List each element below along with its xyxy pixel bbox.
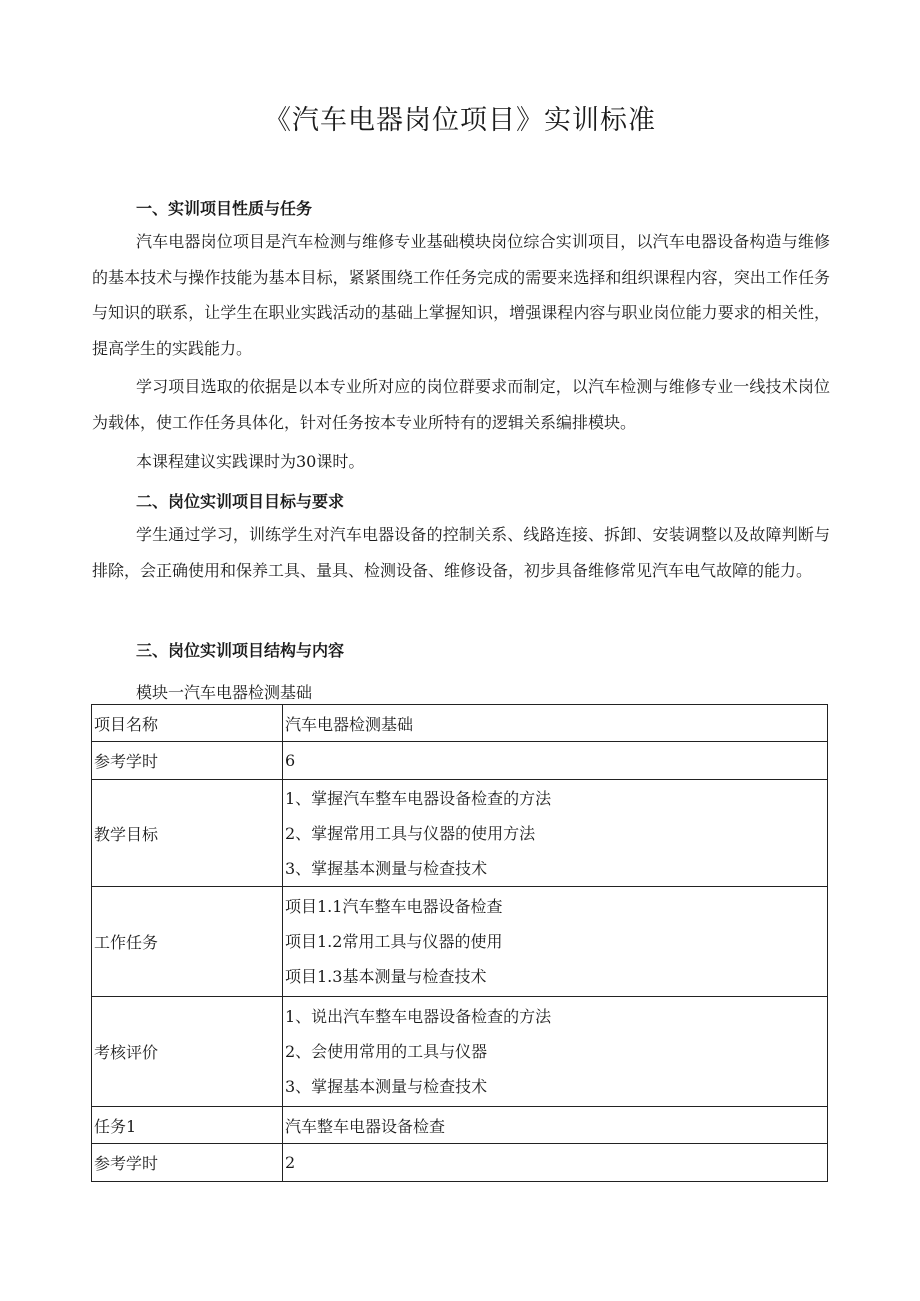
section1-paragraph-2: 学习项目选取的依据是以本专业所对应的岗位群要求而制定，以汽车检测与维修专业一线技术岗位为载体，使工作任务具体化，针对任务按本专业所特有的逻辑关系编排模块。 (92, 377, 830, 432)
module-table (91, 704, 828, 1182)
section1-paragraph-1: 汽车电器岗位项目是汽车检测与维修专业基础模块岗位综合实训项目，以汽车电器设备构造与维修的基本技术与操作技能为基本目标，紧紧围绕工作任务完成的需要来选择和组织课程内容，突出工作任务与知识的联系，让学生在职业实践活动的基础上掌握知识，增强课程内容与职业岗位能力要求的相关性，提高学生的实践能力。 (92, 232, 830, 358)
list-item: 项目1.1汽车整车电器设备检查 (285, 897, 503, 916)
row-value: 汽车电器检测基础 (283, 705, 828, 742)
section1-paragraph-3: 本课程建议实践课时为30课时。 (136, 452, 365, 471)
table-row (92, 887, 828, 997)
list-item: 1、掌握汽车整车电器设备检查的方法 (285, 788, 552, 808)
list-item: 2、掌握常用工具与仪器的使用方法 (285, 823, 536, 843)
row-list (283, 780, 828, 887)
list-item: 3、掌握基本测量与检查技术 (285, 858, 488, 878)
section3-heading: 三、岗位实训项目结构与内容 (136, 641, 345, 660)
table-row (92, 742, 828, 780)
row-label: 参考学时 (92, 1144, 283, 1182)
row-label: 参考学时 (92, 742, 283, 780)
list-item: 项目1.3基本测量与检查技术 (285, 967, 487, 986)
row-label: 教学目标 (92, 780, 283, 887)
table-row (92, 705, 828, 742)
row-value: 2 (283, 1144, 828, 1182)
row-label: 任务1 (92, 1107, 283, 1144)
row-value: 6 (283, 742, 828, 780)
section1-heading: 一、实训项目性质与任务 (136, 199, 313, 218)
row-label: 考核评价 (92, 997, 283, 1107)
section2-heading: 二、岗位实训项目目标与要求 (136, 492, 345, 511)
list-item: 1、说出汽车整车电器设备检查的方法 (285, 1007, 552, 1026)
row-label: 工作任务 (92, 887, 283, 997)
table-row (92, 997, 828, 1107)
list-item: 项目1.2常用工具与仪器的使用 (285, 932, 503, 951)
table-row (92, 1107, 828, 1144)
row-value: 汽车整车电器设备检查 (283, 1107, 828, 1144)
table-row (92, 1144, 828, 1182)
table-caption: 模块一汽车电器检测基础 (136, 683, 313, 702)
list-item: 3、掌握基本测量与检查技术 (285, 1077, 488, 1096)
row-list (283, 997, 828, 1107)
section2-paragraph-1: 学生通过学习，训练学生对汽车电器设备的控制关系、线路连接、拆卸、安装调整以及故障判断与排除，会正确使用和保养工具、量具、检测设备、维修设备，初步具备维修常见汽车电气故障的能力。 (92, 525, 830, 580)
row-list (283, 887, 828, 997)
document-title: 《汽车电器岗位项目》实训标准 (264, 105, 656, 136)
table-row (92, 780, 828, 887)
list-item: 2、会使用常用的工具与仪器 (285, 1042, 488, 1061)
row-label: 项目名称 (92, 705, 283, 742)
